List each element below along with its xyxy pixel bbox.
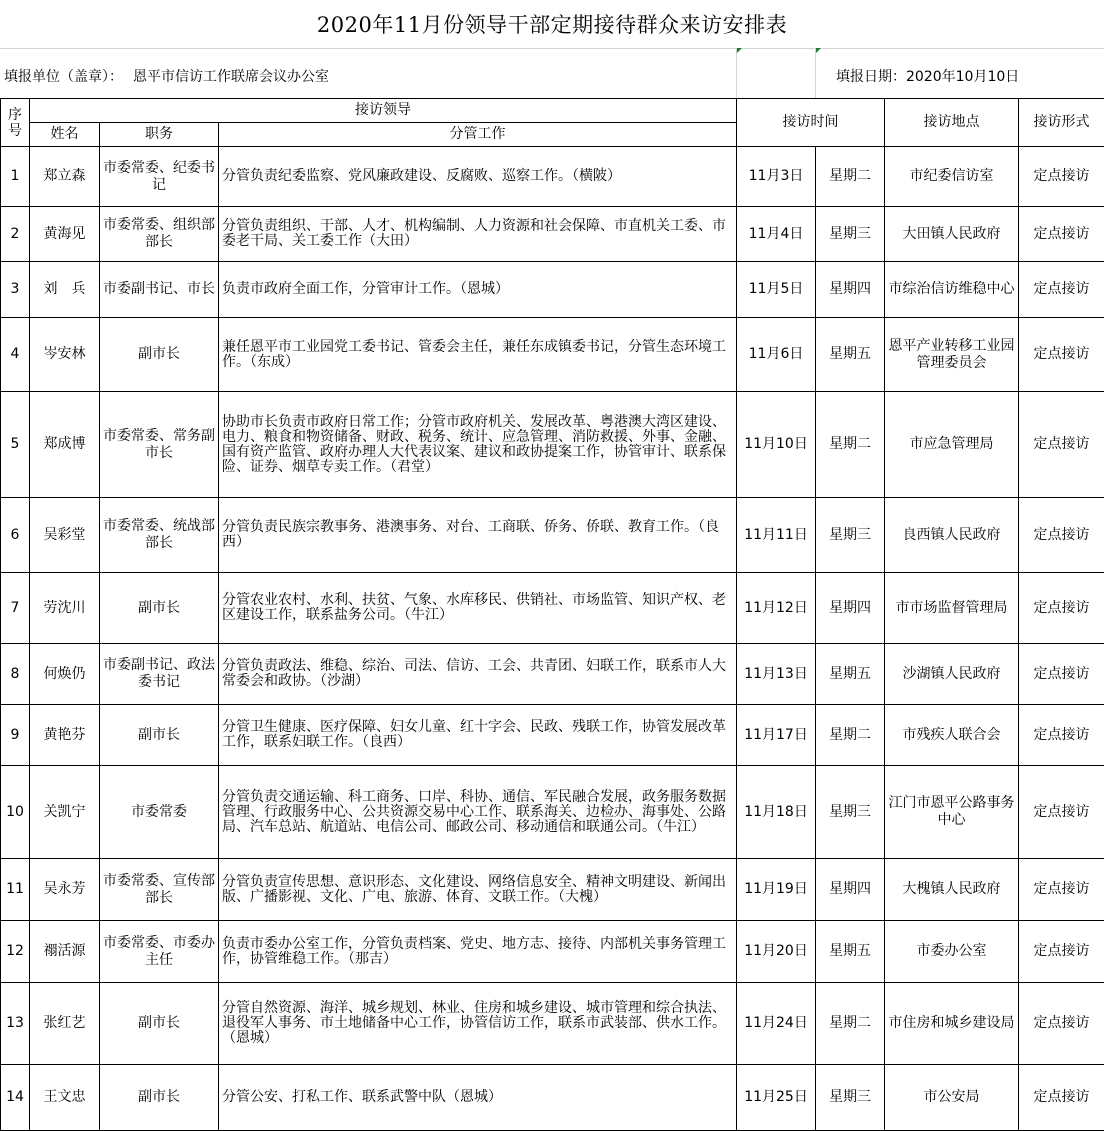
- row-duties: 协助市长负责市政府日常工作；分管市政府机关、发展改革、粤港澳大湾区建设、电力、粮食和物资储备、财政、税务、统计、应急管理、消防救援、外事、金融、国有资产监管、政府办理人大代表议案、建议和政协提案工作，协管审计、联系保险、证券、烟草专卖工作。（君堂）: [219, 392, 737, 498]
- row-place: 良西镇人民政府: [885, 498, 1019, 573]
- row-weekday: 星期三: [816, 498, 885, 573]
- row-index: 2: [1, 207, 30, 262]
- grid-line: [736, 48, 737, 98]
- table-row: [1, 573, 1104, 644]
- row-name: 何焕仍: [30, 644, 100, 705]
- row-form: 定点接访: [1019, 262, 1104, 318]
- row-weekday: 星期四: [816, 859, 885, 921]
- row-index: 9: [1, 705, 30, 766]
- row-duties: 负责市委办公室工作，分管负责档案、党史、地方志、接待、内部机关事务管理工作，协管维稳工作。（那吉）: [219, 921, 737, 983]
- table-row: [1, 392, 1104, 498]
- row-form: 定点接访: [1019, 921, 1104, 983]
- unit-label: 填报单位（盖章）：: [4, 66, 123, 86]
- grid-line: [815, 48, 816, 98]
- row-position: 市委常委、纪委书记: [100, 147, 219, 207]
- row-weekday: 星期四: [816, 262, 885, 318]
- header-place: 接访地点: [885, 99, 1019, 147]
- row-place: 沙湖镇人民政府: [885, 644, 1019, 705]
- row-duties: 分管公安、打私工作、联系武警中队（恩城）: [219, 1065, 737, 1131]
- reporting-unit: [4, 56, 329, 96]
- header-duties: 分管工作: [219, 123, 737, 147]
- row-name: 岑安林: [30, 318, 100, 392]
- row-name: 吴彩堂: [30, 498, 100, 573]
- table-row: [1, 859, 1104, 921]
- row-weekday: 星期五: [816, 318, 885, 392]
- row-place: 市纪委信访室: [885, 147, 1019, 207]
- row-date: 11月25日: [737, 1065, 816, 1131]
- unit-value: 恩平市信访工作联席会议办公室: [133, 66, 329, 86]
- row-index: 4: [1, 318, 30, 392]
- row-index: 13: [1, 983, 30, 1065]
- row-place: 市市场监督管理局: [885, 573, 1019, 644]
- row-position: 市委常委、组织部部长: [100, 207, 219, 262]
- row-date: 11月18日: [737, 766, 816, 859]
- row-position: 副市长: [100, 1065, 219, 1131]
- row-place: 市综治信访维稳中心: [885, 262, 1019, 318]
- row-weekday: 星期二: [816, 392, 885, 498]
- row-date: 11月5日: [737, 262, 816, 318]
- row-date: 11月3日: [737, 147, 816, 207]
- row-position: 市委常委: [100, 766, 219, 859]
- row-form: 定点接访: [1019, 766, 1104, 859]
- row-date: 11月13日: [737, 644, 816, 705]
- row-position: 市委常委、常务副市长: [100, 392, 219, 498]
- row-position: 市委副书记、市长: [100, 262, 219, 318]
- date-value: 2020年10月10日: [906, 66, 1019, 86]
- row-place: 市残疾人联合会: [885, 705, 1019, 766]
- header-index: 序号: [1, 99, 30, 147]
- table-row: [1, 207, 1104, 262]
- row-place: 市公安局: [885, 1065, 1019, 1131]
- row-duties: 兼任恩平市工业园党工委书记、管委会主任，兼任东成镇委书记，分管生态环境工作。（东成）: [219, 318, 737, 392]
- row-name: 刘 兵: [30, 262, 100, 318]
- row-position: 市委常委、市委办主任: [100, 921, 219, 983]
- row-date: 11月20日: [737, 921, 816, 983]
- row-form: 定点接访: [1019, 983, 1104, 1065]
- row-name: 关凯宁: [30, 766, 100, 859]
- row-index: 8: [1, 644, 30, 705]
- row-duties: 分管负责民族宗教事务、港澳事务、对台、工商联、侨务、侨联、教育工作。（良西）: [219, 498, 737, 573]
- row-form: 定点接访: [1019, 859, 1104, 921]
- row-date: 11月11日: [737, 498, 816, 573]
- table-row: [1, 1065, 1104, 1131]
- row-index: 7: [1, 573, 30, 644]
- table-row: [1, 498, 1104, 573]
- row-form: 定点接访: [1019, 498, 1104, 573]
- row-name: 吴永芳: [30, 859, 100, 921]
- table-row: [1, 318, 1104, 392]
- row-position: 副市长: [100, 318, 219, 392]
- row-name: 王文忠: [30, 1065, 100, 1131]
- row-date: 11月24日: [737, 983, 816, 1065]
- row-name: 劳沈川: [30, 573, 100, 644]
- report-date: [836, 56, 1019, 96]
- row-position: 副市长: [100, 573, 219, 644]
- row-date: 11月4日: [737, 207, 816, 262]
- row-weekday: 星期二: [816, 147, 885, 207]
- row-form: 定点接访: [1019, 392, 1104, 498]
- table-row: [1, 766, 1104, 859]
- row-index: 6: [1, 498, 30, 573]
- row-name: 禤活源: [30, 921, 100, 983]
- row-place: 恩平产业转移工业园管理委员会: [885, 318, 1019, 392]
- date-label: 填报日期：: [836, 66, 906, 86]
- row-form: 定点接访: [1019, 318, 1104, 392]
- table-row: [1, 644, 1104, 705]
- row-date: 11月6日: [737, 318, 816, 392]
- row-place: 市委办公室: [885, 921, 1019, 983]
- row-form: 定点接访: [1019, 1065, 1104, 1131]
- row-form: 定点接访: [1019, 705, 1104, 766]
- header-time: 接访时间: [737, 99, 885, 147]
- row-duties: 分管农业农村、水利、扶贫、气象、水库移民、供销社、市场监管、知识产权、老区建设工作，联系盐务公司。（牛江）: [219, 573, 737, 644]
- header-name: 姓名: [30, 123, 100, 147]
- row-index: 10: [1, 766, 30, 859]
- row-place: 市应急管理局: [885, 392, 1019, 498]
- row-duties: 分管负责交通运输、科工商务、口岸、科协、通信、军民融合发展，政务服务数据管理、行政服务中心、公共资源交易中心工作、联系海关、边检办、海事处、公路局、汽车总站、航道站、电信公司、邮政公司、移动通信和联通公司。（牛江）: [219, 766, 737, 859]
- row-name: 张红艺: [30, 983, 100, 1065]
- row-duties: 分管负责组织、干部、人才、机构编制、人力资源和社会保障、市直机关工委、市委老干局、关工委工作（大田）: [219, 207, 737, 262]
- table-row: [1, 147, 1104, 207]
- row-form: 定点接访: [1019, 207, 1104, 262]
- row-index: 1: [1, 147, 30, 207]
- row-name: 郑立森: [30, 147, 100, 207]
- header-form: 接访形式: [1019, 99, 1104, 147]
- row-index: 3: [1, 262, 30, 318]
- row-position: 副市长: [100, 705, 219, 766]
- schedule-table: [0, 98, 1104, 1131]
- row-position: 市委副书记、政法委书记: [100, 644, 219, 705]
- row-weekday: 星期五: [816, 644, 885, 705]
- header-leader-group: 接访领导: [30, 99, 737, 123]
- row-weekday: 星期二: [816, 705, 885, 766]
- row-form: 定点接访: [1019, 644, 1104, 705]
- row-place: 大槐镇人民政府: [885, 859, 1019, 921]
- row-duties: 分管卫生健康、医疗保障、妇女儿童、红十字会、民政、残联工作，协管发展改革工作，联系妇联工作。（良西）: [219, 705, 737, 766]
- row-place: 大田镇人民政府: [885, 207, 1019, 262]
- row-index: 5: [1, 392, 30, 498]
- row-duties: 分管负责政法、维稳、综治、司法、信访、工会、共青团、妇联工作，联系市人大常委会和政协。（沙湖）: [219, 644, 737, 705]
- row-form: 定点接访: [1019, 573, 1104, 644]
- row-form: 定点接访: [1019, 147, 1104, 207]
- row-weekday: 星期三: [816, 1065, 885, 1131]
- row-place: 江门市恩平公路事务中心: [885, 766, 1019, 859]
- cell-note-marker: [737, 48, 742, 53]
- row-index: 14: [1, 1065, 30, 1131]
- row-weekday: 星期四: [816, 573, 885, 644]
- row-weekday: 星期三: [816, 207, 885, 262]
- row-date: 11月17日: [737, 705, 816, 766]
- table-row: [1, 262, 1104, 318]
- row-date: 11月19日: [737, 859, 816, 921]
- row-duties: 分管负责纪委监察、党风廉政建设、反腐败、巡察工作。（横陂）: [219, 147, 737, 207]
- row-duties: 负责市政府全面工作，分管审计工作。（恩城）: [219, 262, 737, 318]
- page-title: 2020年11月份领导干部定期接待群众来访安排表: [0, 0, 1104, 49]
- row-weekday: 星期二: [816, 983, 885, 1065]
- row-name: 黄艳芬: [30, 705, 100, 766]
- cell-note-marker: [816, 48, 821, 53]
- table-row: [1, 921, 1104, 983]
- row-name: 黄海见: [30, 207, 100, 262]
- row-position: 市委常委、宣传部部长: [100, 859, 219, 921]
- row-index: 12: [1, 921, 30, 983]
- row-duties: 分管自然资源、海洋、城乡规划、林业、住房和城乡建设、城市管理和综合执法、退役军人事务、市土地储备中心工作，协管信访工作，联系市武装部、供水工作。（恩城）: [219, 983, 737, 1065]
- header-position: 职务: [100, 123, 219, 147]
- row-index: 11: [1, 859, 30, 921]
- row-weekday: 星期三: [816, 766, 885, 859]
- row-duties: 分管负责宣传思想、意识形态、文化建设、网络信息安全、精神文明建设、新闻出版、广播影视、文化、广电、旅游、体育、文联工作。（大槐）: [219, 859, 737, 921]
- table-row: [1, 983, 1104, 1065]
- row-name: 郑成博: [30, 392, 100, 498]
- table-row: [1, 705, 1104, 766]
- row-place: 市住房和城乡建设局: [885, 983, 1019, 1065]
- table-body: [1, 147, 1104, 1131]
- row-position: 市委常委、统战部部长: [100, 498, 219, 573]
- row-date: 11月10日: [737, 392, 816, 498]
- row-position: 副市长: [100, 983, 219, 1065]
- row-date: 11月12日: [737, 573, 816, 644]
- row-weekday: 星期五: [816, 921, 885, 983]
